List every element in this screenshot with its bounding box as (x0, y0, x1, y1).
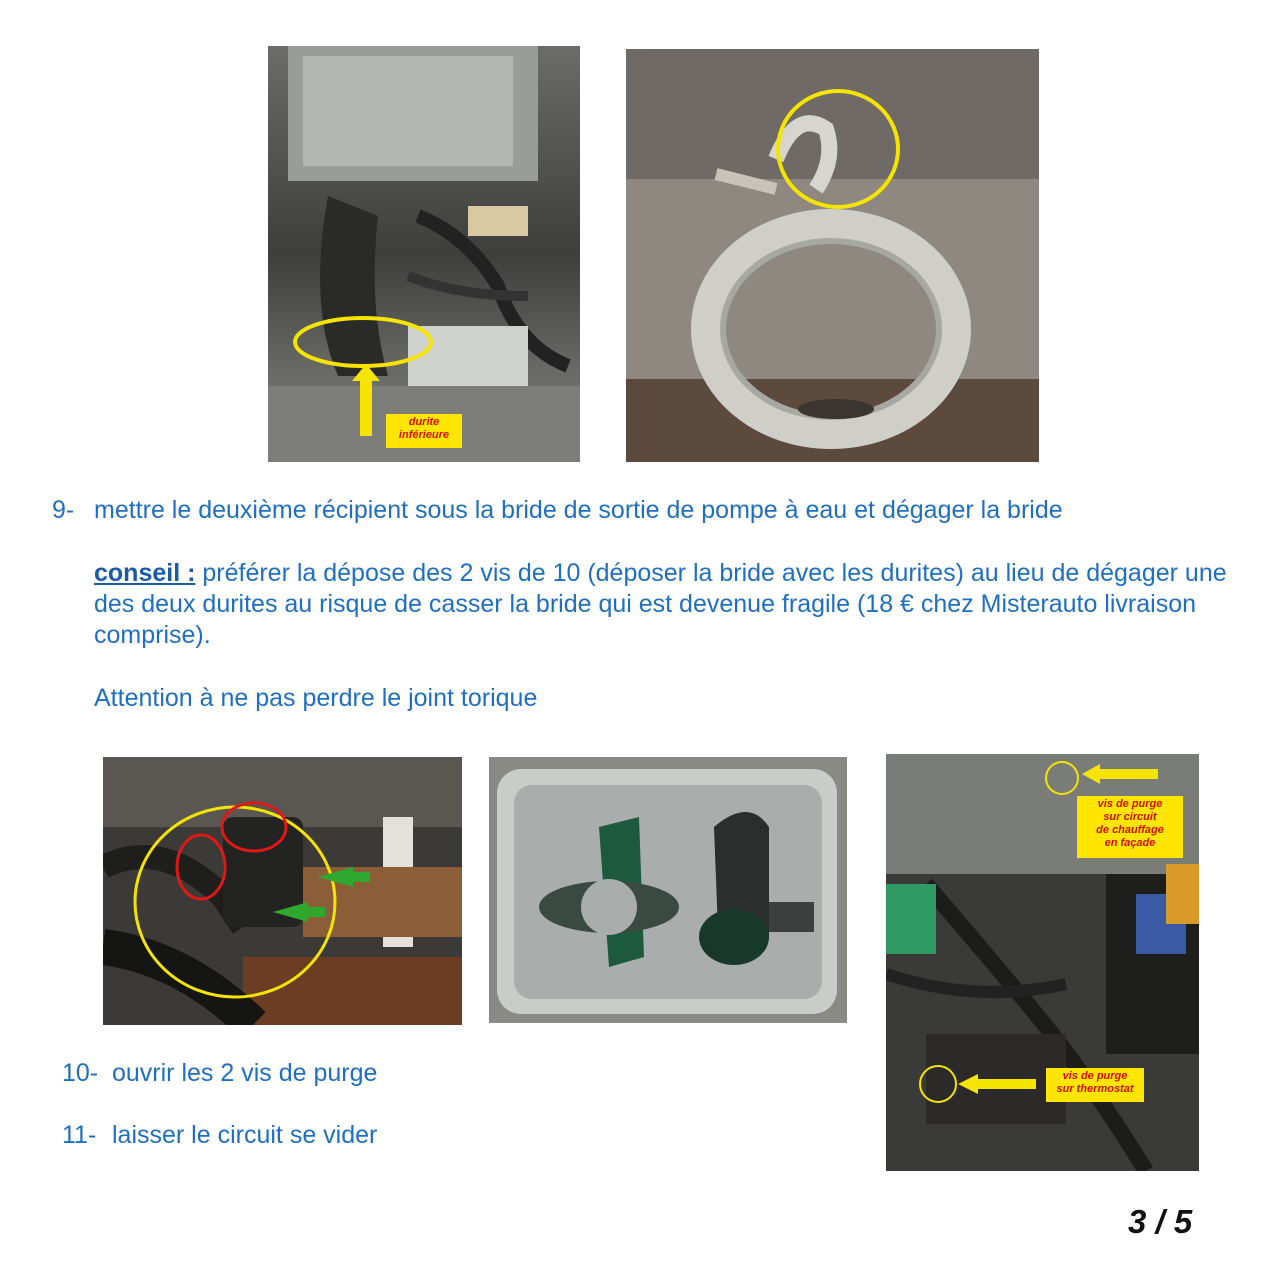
step-10-text: ouvrir les 2 vis de purge (112, 1059, 378, 1087)
conseil-label: conseil : (94, 559, 196, 587)
callout-thermostat-bleed-screw: vis de purge sur thermostat (1046, 1068, 1144, 1102)
conseil-paragraph (94, 558, 1234, 651)
photo-water-pump-flange (103, 757, 462, 1025)
photo-hose-clamp (626, 49, 1039, 462)
step-9-number: 9- (52, 496, 75, 524)
page-number: 3 / 5 (1128, 1203, 1193, 1240)
callout-heater-bleed-screw: vis de purge sur circuit de chauffage en façade (1077, 796, 1183, 858)
step-11-number: 11- (62, 1121, 97, 1149)
step-10-number: 10- (62, 1059, 99, 1087)
step-9-text: mettre le deuxième récipient sous la bride de sortie de pompe à eau et dégager la bride (94, 496, 1063, 524)
step-9 (52, 495, 74, 526)
step-11-text: laisser le circuit se vider (112, 1121, 378, 1149)
photo-lower-hose (268, 46, 580, 462)
conseil-text: préférer la dépose des 2 vis de 10 (déposer la bride avec les durites) au lieu de dégager une des deux durites au risque de casser la bride qui est devenue fragile (18 € chez Misterauto livraison comprise). (94, 559, 1227, 649)
attention-note: Attention à ne pas perdre le joint torique (94, 684, 538, 712)
callout-lower-hose: durite inférieure (386, 414, 462, 448)
photo-flange-tray (489, 757, 847, 1023)
